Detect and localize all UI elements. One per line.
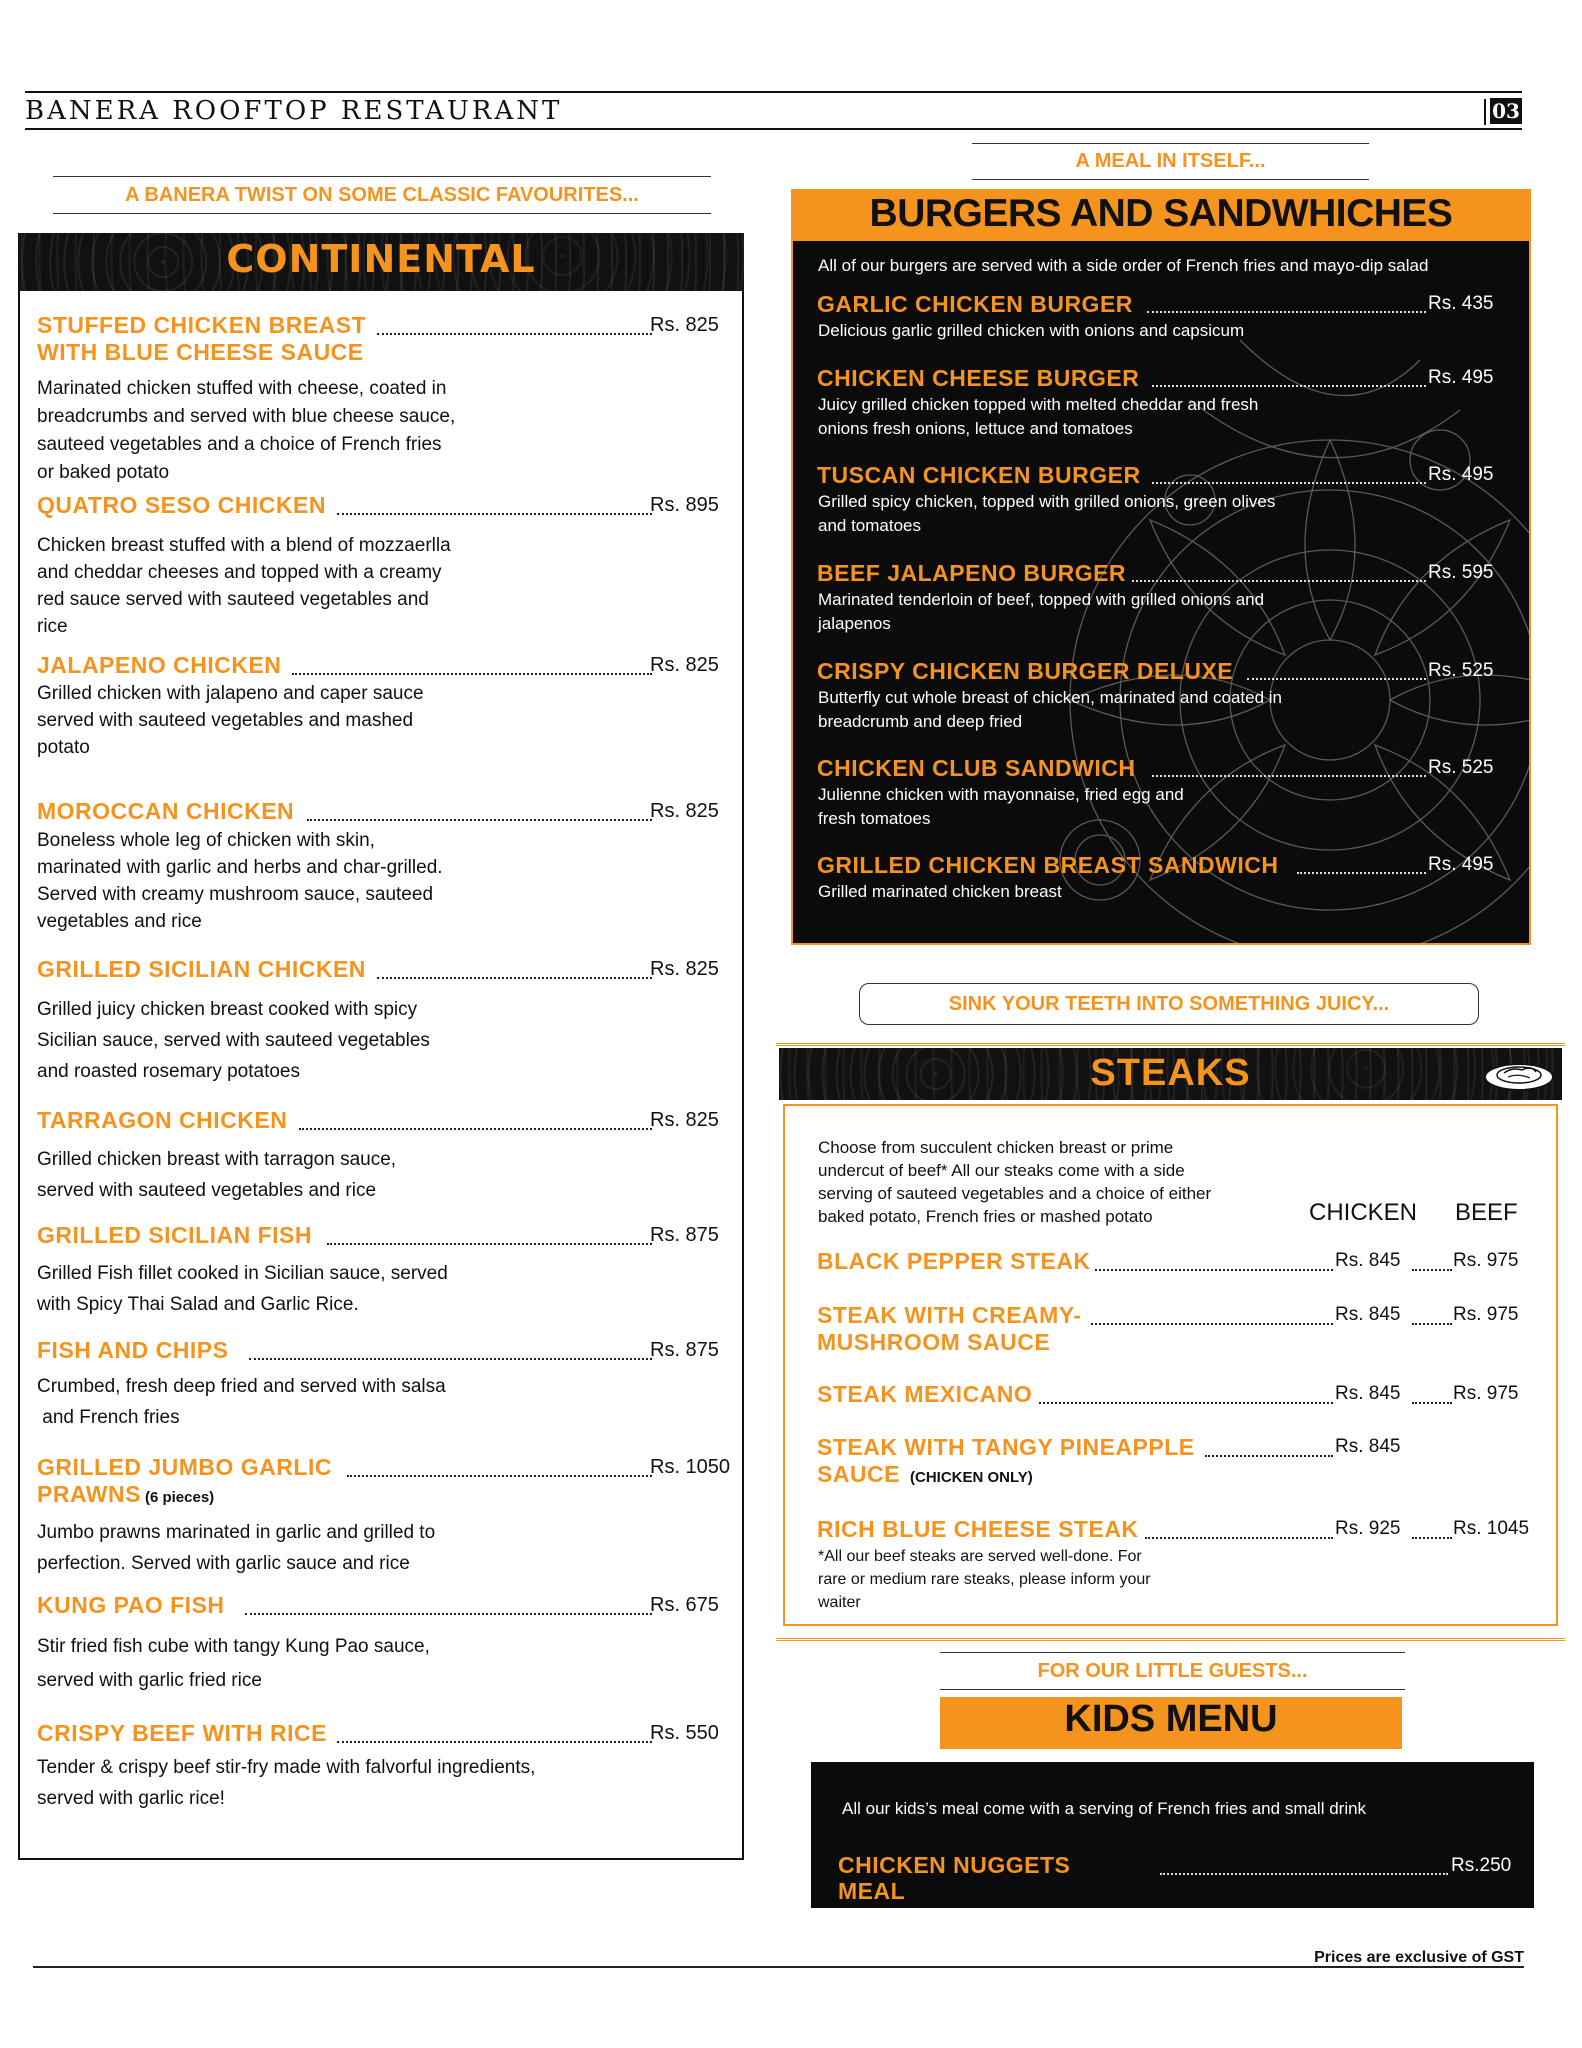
description-line: marinated with garlic and herbs and char-grilled. [37, 857, 443, 878]
continental-item-description [37, 680, 637, 761]
continental-item-description [37, 994, 637, 1087]
header-top-rule [25, 91, 1522, 93]
burgers-intro: All of our burgers are served with a side order of French fries and mayo-dip salad [818, 256, 1429, 275]
description-line: breadcrumbs and served with blue cheese sauce, [37, 406, 456, 427]
burger-item-description [818, 783, 1378, 831]
continental-item-description [37, 375, 637, 487]
continental-item-leader [245, 1613, 652, 1615]
burger-item-description [818, 393, 1378, 441]
continental-item-name: MOROCCAN CHICKEN [37, 798, 295, 824]
description-line: or baked potato [37, 462, 170, 483]
column-header-beef: BEEF [1455, 1199, 1518, 1226]
description-line: Julienne chicken with mayonnaise, fried egg and [818, 785, 1184, 804]
steak-item-name-line2 [817, 1329, 1050, 1356]
continental-item-price: Rs. 1050 [650, 1456, 731, 1478]
continental-item-name: KUNG PAO FISH [37, 1592, 225, 1618]
description-line: rice [37, 616, 68, 637]
description-line: and cheddar cheeses and topped with a creamy [37, 562, 442, 583]
steak-price-beef: Rs. 975 [1453, 1304, 1519, 1325]
description-line: jalapenos [818, 614, 891, 633]
continental-item-price: Rs. 895 [650, 494, 719, 516]
description-line: potato [37, 737, 90, 758]
continental-item-leader [292, 673, 652, 675]
description-line: Grilled juicy chicken breast cooked with spicy [37, 999, 418, 1020]
continental-item-price: Rs. 875 [650, 1224, 719, 1246]
burger-item-price: Rs. 595 [1428, 562, 1494, 583]
kids-item-price: Rs.250 [1451, 1855, 1512, 1876]
description-line: Grilled Fish fillet cooked in Sicilian sauce, served [37, 1263, 448, 1284]
continental-item-description [37, 1630, 637, 1698]
kids-title: KIDS MENU [1064, 1698, 1278, 1740]
description-line: Chicken breast stuffed with a blend of mozzaerlla [37, 535, 451, 556]
burger-item-name: BEEF JALAPENO BURGER [817, 560, 1127, 586]
header-bottom-rule [25, 128, 1522, 130]
steak-price-chicken: Rs. 845 [1335, 1383, 1401, 1404]
description-line: Grilled chicken with jalapeno and caper sauce [37, 683, 424, 704]
burger-item-name: TUSCAN CHICKEN BURGER [817, 462, 1141, 488]
continental-item-price: Rs. 675 [650, 1594, 719, 1616]
steak-price-chicken: Rs. 845 [1335, 1250, 1401, 1271]
description-line: Grilled chicken breast with tarragon sauce, [37, 1149, 397, 1170]
burger-item-description [818, 880, 1378, 904]
description-line: fresh tomatoes [818, 809, 931, 828]
steak-item-leader-beef [1412, 1323, 1452, 1325]
description-line: sauteed vegetables and a choice of French fries [37, 434, 442, 455]
continental-item-description [37, 1517, 637, 1579]
burgers-tagline: A MEAL IN ITSELF... [972, 143, 1369, 180]
burger-item-description [818, 686, 1378, 734]
description-line: Marinated tenderloin of beef, topped with grilled onions and [818, 590, 1265, 609]
description-line: Grilled marinated chicken breast [818, 882, 1062, 901]
burger-item-name: GARLIC CHICKEN BURGER [817, 291, 1133, 317]
continental-item-leader [377, 333, 652, 335]
continental-item-name-line2 [37, 1481, 214, 1511]
continental-item-leader [337, 1741, 652, 1743]
continental-item-name: GRILLED JUMBO GARLIC [37, 1454, 332, 1480]
steak-item-name: RICH BLUE CHEESE STEAK [817, 1516, 1139, 1542]
steak-item-name-line2 [817, 1461, 1033, 1491]
continental-item-leader [299, 1128, 652, 1130]
continental-item-note: (6 pieces) [144, 1489, 215, 1506]
steak-plate-icon [1482, 1057, 1556, 1093]
burger-item-price: Rs. 495 [1428, 854, 1494, 875]
continental-item-description [37, 1144, 637, 1206]
description-line: Crumbed, fresh deep fried and served with salsa [37, 1376, 446, 1397]
continental-item-leader [327, 1243, 652, 1245]
description-line: red sauce served with sauteed vegetables and [37, 589, 429, 610]
description-line: Grilled spicy chicken, topped with grilled onions, green olives [818, 492, 1276, 511]
steak-price-chicken: Rs. 845 [1335, 1436, 1401, 1457]
steak-price-beef: Rs. 975 [1453, 1383, 1519, 1404]
burger-item-name: GRILLED CHICKEN BREAST SANDWICH [817, 852, 1279, 878]
steak-item-note: (CHICKEN ONLY) [910, 1469, 1033, 1486]
restaurant-title: BANERA ROOFTOP RESTAURANT [25, 96, 563, 126]
burger-item-price: Rs. 495 [1428, 464, 1494, 485]
continental-item-name: TARRAGON CHICKEN [37, 1107, 288, 1133]
continental-item-name: STUFFED CHICKEN BREAST [37, 312, 367, 338]
continental-item-leader [377, 977, 652, 979]
continental-item-name: JALAPENO CHICKEN [37, 652, 282, 678]
description-line: Juicy grilled chicken topped with melted cheddar and fresh [818, 395, 1259, 414]
steak-item-name-line2-text: SAUCE [817, 1461, 901, 1487]
steak-item-leader [1039, 1402, 1333, 1404]
burger-item-leader [1152, 482, 1426, 484]
continental-item-description [37, 827, 637, 935]
steak-item-name: STEAK WITH CREAMY- [817, 1302, 1082, 1328]
continental-title: CONTINENTAL [226, 237, 536, 281]
continental-item-name-line2 [37, 339, 364, 366]
kids-item-leader [1160, 1873, 1448, 1875]
description-line: Boneless whole leg of chicken with skin, [37, 830, 375, 851]
burger-item-leader [1147, 311, 1426, 313]
steak-item-leader-beef [1412, 1537, 1452, 1539]
burger-item-name: CRISPY CHICKEN BURGER DELUXE [817, 658, 1234, 684]
continental-item-leader [249, 1358, 652, 1360]
burger-item-name: CHICKEN CHEESE BURGER [817, 365, 1140, 391]
column-header-chicken: CHICKEN [1309, 1199, 1418, 1226]
description-line: perfection. Served with garlic sauce and rice [37, 1553, 410, 1574]
kids-tagline: FOR OUR LITTLE GUESTS... [940, 1652, 1405, 1690]
continental-item-leader [347, 1475, 652, 1477]
steak-item-leader [1095, 1269, 1333, 1271]
continental-item-price: Rs. 825 [650, 958, 719, 980]
burger-item-description [818, 319, 1378, 343]
steak-item-leader [1145, 1537, 1333, 1539]
description-line: Sicilian sauce, served with sauteed vegetables [37, 1030, 430, 1051]
continental-item-price: Rs. 825 [650, 1109, 719, 1131]
continental-item-name: GRILLED SICILIAN FISH [37, 1222, 312, 1248]
steaks-footnote: *All our beef steaks are served well-done. For rare or medium rare steaks, please inform your waiter [818, 1548, 1151, 1611]
steak-item-leader-beef [1412, 1402, 1452, 1404]
burger-item-description [818, 588, 1378, 636]
steak-item-leader-beef [1412, 1269, 1452, 1271]
steak-item-leader [1091, 1323, 1333, 1325]
steaks-title: STEAKS [1090, 1052, 1251, 1094]
burger-item-leader [1152, 385, 1426, 387]
description-line: and French fries [37, 1407, 180, 1428]
description-line: breadcrumb and deep fried [818, 712, 1023, 731]
continental-item-leader [337, 513, 652, 515]
steak-item-name: BLACK PEPPER STEAK [817, 1248, 1091, 1274]
continental-tagline: A BANERA TWIST ON SOME CLASSIC FAVOURITES... [53, 176, 711, 214]
description-line: and tomatoes [818, 516, 922, 535]
burger-item-leader [1132, 580, 1426, 582]
steaks-intro: Choose from succulent chicken breast or prime undercut of beef* All our steaks come with a side serving of sauteed vegetables and a choice of either baked potato, French fries or mashed potato [818, 1138, 1212, 1226]
description-line: Jumbo prawns marinated in garlic and grilled to [37, 1522, 436, 1543]
description-line: served with sauteed vegetables and rice [37, 1180, 377, 1201]
description-line: Stir fried fish cube with tangy Kung Pao sauce, [37, 1636, 430, 1657]
continental-item-price: Rs. 550 [650, 1722, 719, 1744]
burger-item-name: CHICKEN CLUB SANDWICH [817, 755, 1136, 781]
continental-item-price: Rs. 875 [650, 1339, 719, 1361]
continental-item-name: CRISPY BEEF WITH RICE [37, 1720, 327, 1746]
continental-item-price: Rs. 825 [650, 654, 719, 676]
continental-item-description [37, 1371, 637, 1433]
steak-price-beef: Rs. 975 [1453, 1250, 1519, 1271]
burgers-title: BURGERS AND SANDWHICHES [869, 192, 1453, 235]
burger-item-leader [1297, 872, 1426, 874]
steak-price-chicken: Rs. 845 [1335, 1304, 1401, 1325]
page-number-separator [1484, 99, 1486, 125]
description-line: onions fresh onions, lettuce and tomatoes [818, 419, 1133, 438]
steak-price-beef: Rs. 1045 [1453, 1518, 1530, 1539]
description-line: Delicious garlic grilled chicken with onions and capsicum [818, 321, 1245, 340]
page-number: 03 [1490, 98, 1522, 124]
continental-item-price: Rs. 825 [650, 800, 719, 822]
description-line: Served with creamy mushroom sauce, sauteed [37, 884, 434, 905]
description-line: served with garlic rice! [37, 1788, 225, 1809]
kids-item-name: CHICKEN NUGGETS MEAL [838, 1852, 1071, 1904]
continental-item-name: FISH AND CHIPS [37, 1337, 229, 1363]
gst-note: Prices are exclusive of GST [1314, 1949, 1524, 1966]
description-line: with Spicy Thai Salad and Garlic Rice. [37, 1294, 359, 1315]
description-line: and roasted rosemary potatoes [37, 1061, 300, 1082]
description-line: Tender & crispy beef stir-fry made with falvorful ingredients, [37, 1757, 536, 1778]
continental-item-description [37, 1752, 637, 1814]
continental-item-price: Rs. 825 [650, 314, 719, 336]
continental-item-name-line2-text: PRAWNS [37, 1481, 141, 1507]
description-line: Marinated chicken stuffed with cheese, coated in [37, 378, 447, 399]
burger-item-price: Rs. 525 [1428, 660, 1494, 681]
description-line: served with sauteed vegetables and mashed [37, 710, 414, 731]
steaks-tagline: SINK YOUR TEETH INTO SOMETHING JUICY... [859, 983, 1479, 1025]
continental-item-description [37, 1258, 637, 1320]
burger-item-price: Rs. 495 [1428, 367, 1494, 388]
continental-item-description [37, 532, 637, 640]
steak-item-leader [1205, 1455, 1333, 1457]
burger-item-description [818, 490, 1378, 538]
burger-item-leader [1152, 775, 1426, 777]
description-line: served with garlic fried rice [37, 1670, 262, 1691]
burger-item-leader [1247, 678, 1426, 680]
continental-item-leader [307, 819, 652, 821]
continental-item-name: QUATRO SESO CHICKEN [37, 492, 326, 518]
burger-item-price: Rs. 525 [1428, 757, 1494, 778]
continental-item-name-line2-text: WITH BLUE CHEESE SAUCE [37, 339, 364, 365]
steak-item-name: STEAK WITH TANGY PINEAPPLE [817, 1434, 1195, 1460]
description-line: vegetables and rice [37, 911, 202, 932]
steak-item-name-line2-text: MUSHROOM SAUCE [817, 1329, 1051, 1355]
kids-intro: All our kids’s meal come with a serving of French fries and small drink [842, 1799, 1367, 1818]
burger-item-price: Rs. 435 [1428, 293, 1494, 314]
steak-price-chicken: Rs. 925 [1335, 1518, 1401, 1539]
continental-item-name: GRILLED SICILIAN CHICKEN [37, 956, 366, 982]
description-line: Butterfly cut whole breast of chicken, marinated and coated in [818, 688, 1282, 707]
steak-item-name: STEAK MEXICANO [817, 1381, 1033, 1407]
